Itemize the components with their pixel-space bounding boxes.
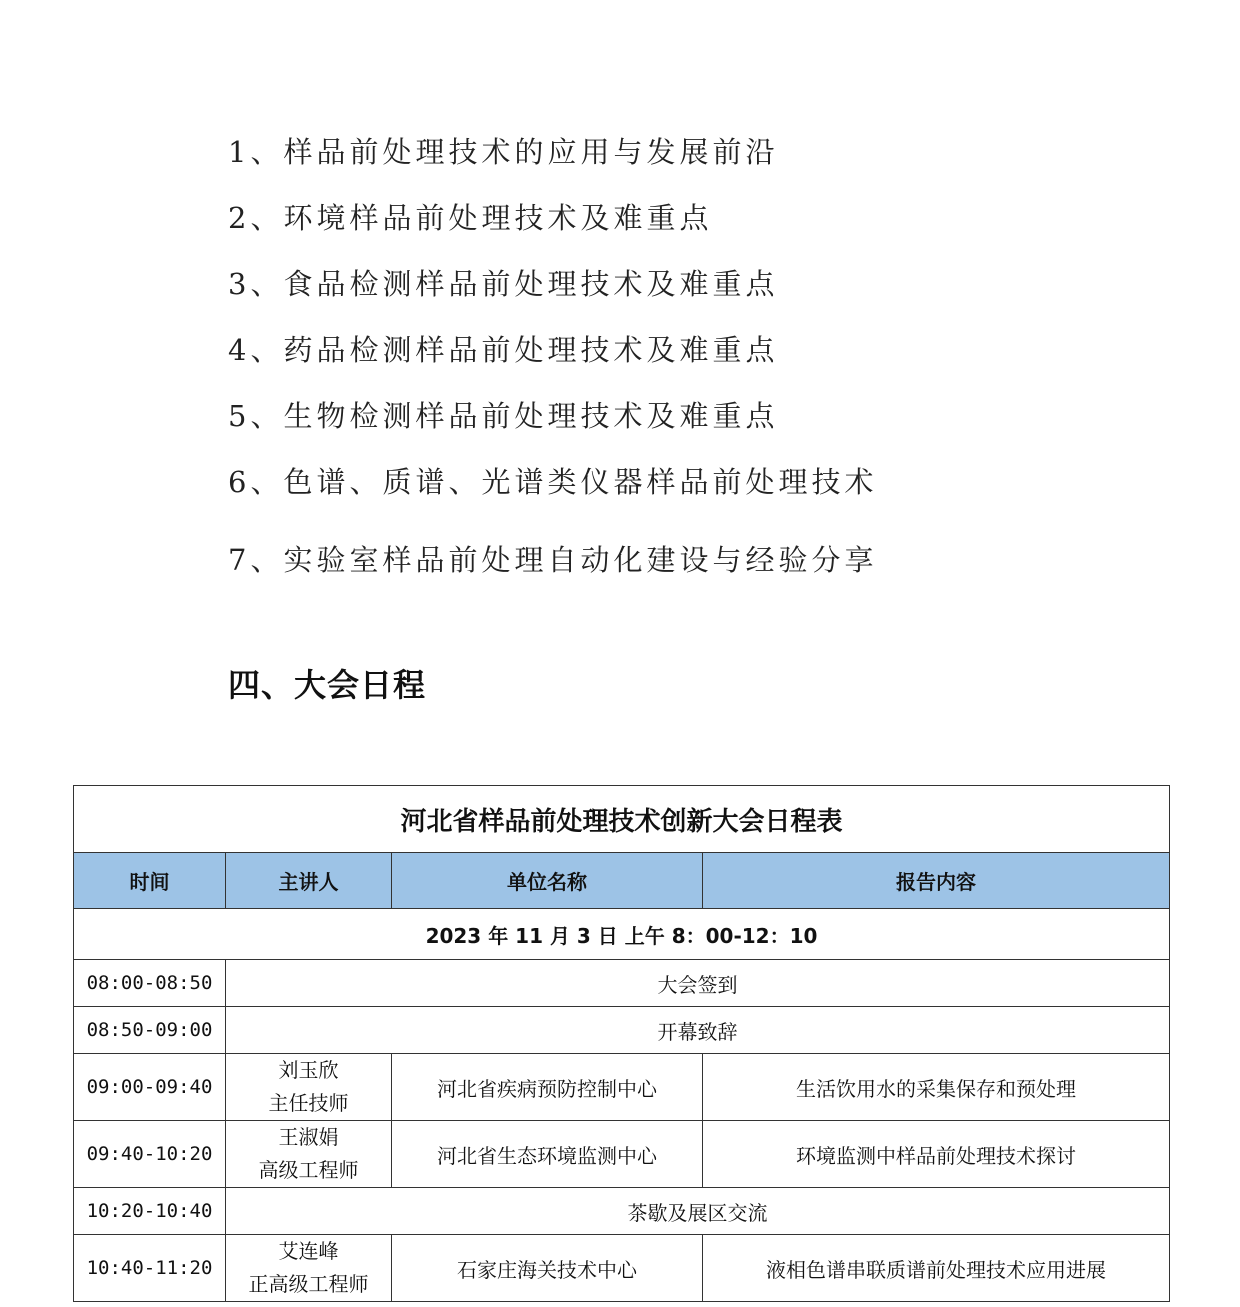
- schedule-title: 河北省样品前处理技术创新大会日程表: [74, 786, 1170, 853]
- unit-cell: 河北省疾病预防控制中心: [392, 1054, 703, 1121]
- report-cell: 液相色谱串联质谱前处理技术应用进展: [703, 1235, 1170, 1302]
- speaker-title: 高级工程师: [258, 1158, 359, 1182]
- topic-item: 7、实验室样品前处理自动化建设与经验分享: [228, 543, 878, 577]
- span-cell: 开幕致辞: [226, 1007, 1170, 1054]
- topic-item: 3、食品检测样品前处理技术及难重点: [228, 267, 779, 301]
- time-cell: 10:40-11:20: [74, 1235, 226, 1302]
- table-row: [74, 1121, 1170, 1188]
- date-line: 2023 年 11 月 3 日 上午 8：00-12：10: [74, 909, 1170, 960]
- topic-item: 6、色谱、质谱、光谱类仪器样品前处理技术: [228, 465, 878, 499]
- speaker-cell: [226, 1235, 392, 1302]
- time-cell: 09:00-09:40: [74, 1054, 226, 1121]
- speaker-cell: [226, 1121, 392, 1188]
- span-cell: 大会签到: [226, 960, 1170, 1007]
- topic-item: 4、药品检测样品前处理技术及难重点: [228, 333, 779, 367]
- table-row: [74, 1188, 1170, 1235]
- report-cell: 生活饮用水的采集保存和预处理: [703, 1054, 1170, 1121]
- section-heading: 四、大会日程: [228, 666, 427, 704]
- schedule-table: [73, 785, 1170, 1302]
- time-cell: 08:50-09:00: [74, 1007, 226, 1054]
- report-cell: 环境监测中样品前处理技术探讨: [703, 1121, 1170, 1188]
- speaker-name: 王淑娟: [278, 1125, 339, 1149]
- topic-item: 2、环境样品前处理技术及难重点: [228, 201, 713, 235]
- time-cell: 09:40-10:20: [74, 1121, 226, 1188]
- topic-item: 1、样品前处理技术的应用与发展前沿: [228, 135, 779, 169]
- header-unit: 单位名称: [392, 853, 703, 909]
- header-time: 时间: [74, 853, 226, 909]
- topic-item: 5、生物检测样品前处理技术及难重点: [228, 399, 779, 433]
- table-row: [74, 1007, 1170, 1054]
- topic-list: [228, 128, 877, 602]
- speaker-title: 主任技师: [268, 1091, 349, 1115]
- time-cell: 10:20-10:40: [74, 1188, 226, 1235]
- time-cell: 08:00-08:50: [74, 960, 226, 1007]
- header-speaker: 主讲人: [226, 853, 392, 909]
- table-row: [74, 960, 1170, 1007]
- unit-cell: 石家庄海关技术中心: [392, 1235, 703, 1302]
- unit-cell: 河北省生态环境监测中心: [392, 1121, 703, 1188]
- speaker-title: 正高级工程师: [248, 1272, 369, 1296]
- speaker-name: 艾连峰: [278, 1239, 339, 1263]
- table-row: [74, 1054, 1170, 1121]
- header-row: [74, 853, 1170, 909]
- speaker-name: 刘玉欣: [278, 1058, 339, 1082]
- table-row: [74, 1235, 1170, 1302]
- span-cell: 茶歇及展区交流: [226, 1188, 1170, 1235]
- header-report: 报告内容: [703, 853, 1170, 909]
- speaker-cell: [226, 1054, 392, 1121]
